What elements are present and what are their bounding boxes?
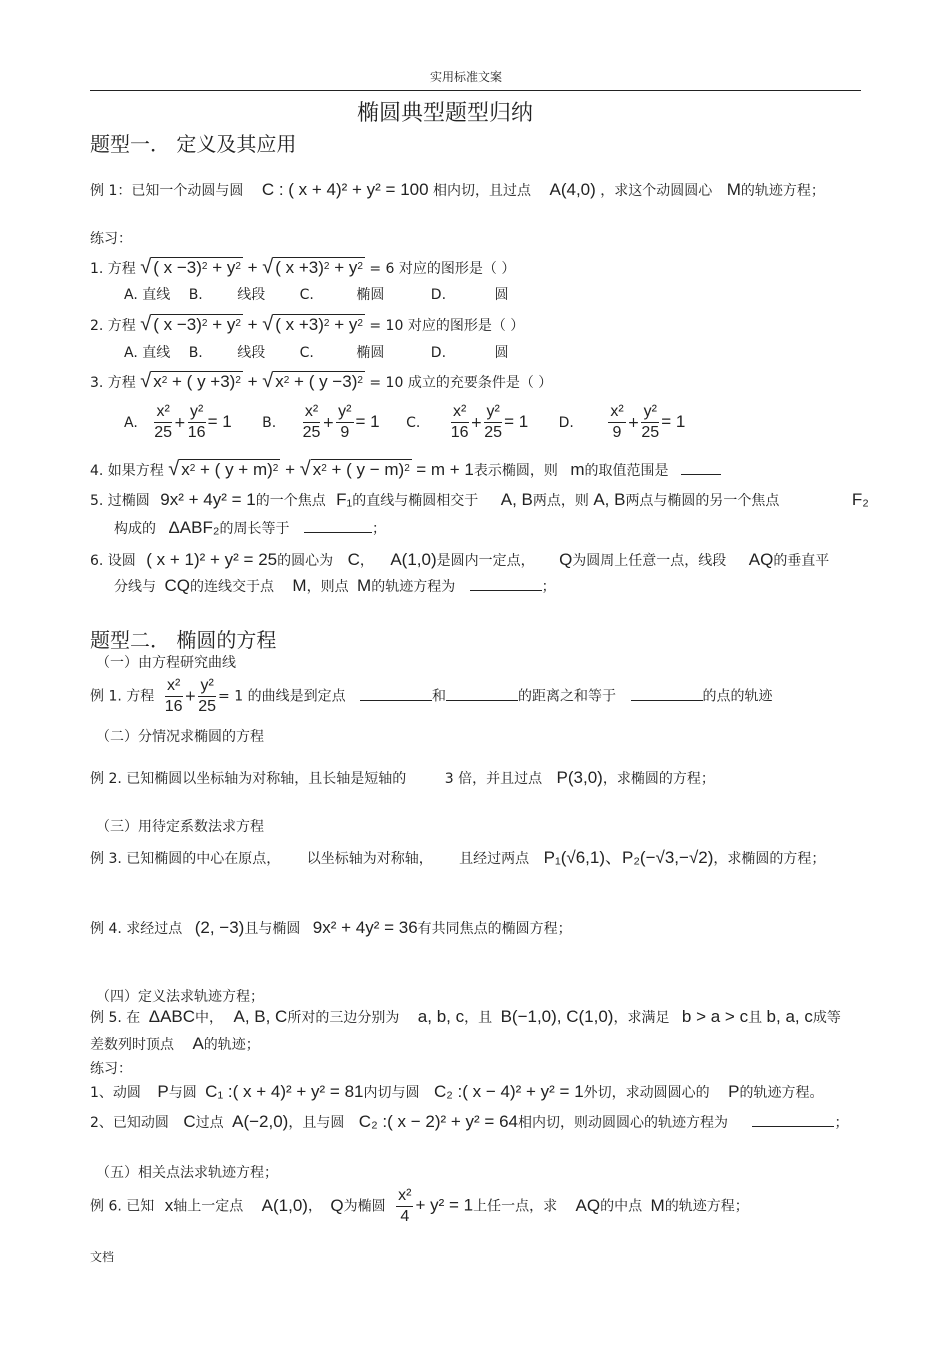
option-d: D. $\frac{\text{x²}}{9}$ + $\frac{\text{y²}}{25}$ = 1 xyxy=(558,403,686,441)
practice-4: 4. 如果方程 √ $x^2$ + ( y + m)$^2$ + √ $x^2$ + ( y − m)$^2$ = m + 1表示椭圆，则 m的取值范围是 xyxy=(90,458,721,481)
page-title: 椭圆典型题型归纳 xyxy=(357,101,534,126)
practice-1-options: A. 直线 B. 线段 C. 椭圆 D. 圆 xyxy=(124,287,509,303)
section-2-title: 题型二． 椭圆的方程 xyxy=(90,628,277,652)
header-rule xyxy=(90,90,861,91)
page-header: 实用标准文案 xyxy=(430,70,503,84)
practice-2-2: 2、已知动圆 C过点 A(−2,0)，且与圆 C₂ :( x − 2)² + y² = 64相内切，则动圆圆心的轨迹方程为 ； xyxy=(90,1112,849,1131)
answer-blank xyxy=(681,460,721,475)
answer-blank xyxy=(631,686,703,701)
practice-2-options: A. 直线 B. 线段 C. 椭圆 D. 圆 xyxy=(124,345,509,361)
option-b: B. $\frac{\text{x²}}{25}$ + $\frac{\text{y²}}{9}$ = 1 xyxy=(262,403,380,441)
practice-6: 6. 设圆 ( x + 1)² + y² = 25的圆心为 C， A(1,0)是圆内一定点， Q为圆周上任意一点，线段 AQ的垂直平 xyxy=(90,550,830,569)
example-2-6: 例 6. 已知 x轴上一定点 A(1,0)， Q为椭圆 $\frac{\text{x²}}{4}$ + y² = 1上任一点，求 AQ的中点 M的轨迹方程； xyxy=(90,1187,749,1225)
subsection-5: （五）相关点法求轨迹方程； xyxy=(96,1165,278,1181)
subsection-1: （一）由方程研究曲线 xyxy=(96,655,236,671)
practice-5-cont: 构成的 ΔABF₂的周长等于 ； xyxy=(114,518,386,537)
practice-2: 2. 方程 √ ( $x -3)^2 + y^2$ + √ ( $x +3)^2 + y^2 = 10$ 对应的图形是（ ） xyxy=(90,313,525,335)
practice-3-options xyxy=(124,402,685,443)
example-2-1: 例 1. 方程 $\frac{\text{x²}}{16}$ + $\frac{\text{y²}}{25}$ = 1 的曲线是到定点 和 的距离之和等于 的点的轨迹 xyxy=(90,677,773,715)
example-2-2: 例 2. 已知椭圆以坐标轴为对称轴，且长轴是短轴的 3 倍，并且过点 P(3,0)，求椭圆的方程； xyxy=(90,768,715,787)
practice-5: 5. 过椭圆 9x² + 4y² = 1的一个焦点 F₁的直线与椭圆相交于 A, B两点，则 A, B两点与椭圆的另一个焦点 F₂ xyxy=(90,490,869,509)
subsection-2: （二）分情况求椭圆的方程 xyxy=(96,729,264,745)
practice-1: 1. 方程 √ ( $x -3)^2 + y^2$ + √ ( $x +3)^2 + y^2 = 6$ 对应的图形是（ ） xyxy=(90,256,516,278)
example-2-5-cont: 差数列时顶点 A的轨迹； xyxy=(90,1034,260,1053)
practice-label-2: 练习： xyxy=(90,1061,132,1077)
practice-3: 3. 方程 √ $x^2$ + ( y +3)$^2$ + √ $x^2$ + ( y −3)$^2$ = 10 成立的充要条件是（ ） xyxy=(90,370,553,392)
subsection-3: （三）用待定系数法求方程 xyxy=(96,819,264,835)
example-2-5: 例 5. 在 ΔABC中， A, B, C所对的三边分别为 a, b, c，且 B(−1,0), C(1,0)，求满足 b > a > c且 b, a, c成等 xyxy=(90,1007,841,1026)
example-1: 例 1：已知一个动圆与圆 C : ( x + 4)² + y² = 100 相内切，且过点 A(4,0) ，求这个动圆圆心 M的轨迹方程； xyxy=(90,180,825,199)
circle-equation: C : ( x + 4)² + y² = 100 xyxy=(261,180,429,199)
subsection-4: （四）定义法求轨迹方程； xyxy=(96,989,264,1005)
answer-blank xyxy=(304,518,372,533)
answer-blank xyxy=(752,1112,834,1127)
example-2-4: 例 4. 求经过点 (2, −3)且与椭圆 9x² + 4y² = 36有共同焦点的椭圆方程； xyxy=(90,918,572,937)
answer-blank xyxy=(446,686,518,701)
answer-blank xyxy=(360,686,432,701)
page-footer: 文档 xyxy=(90,1250,115,1264)
practice-6-cont: 分线与 CQ的连线交于点 M，则点 M的轨迹方程为 ； xyxy=(114,576,556,595)
option-a: A. $\frac{\text{x²}}{25}$ + $\frac{\text{y²}}{16}$ = 1 xyxy=(124,403,232,441)
section-1-title: 题型一． 定义及其应用 xyxy=(90,132,297,156)
example-2-3: 例 3. 已知椭圆的中心在原点， 以坐标轴为对称轴， 且经过两点 P₁(√6,1)、P₂(−√3,−√2)，求椭圆的方程； xyxy=(90,848,826,867)
practice-2-1: 1、动圆 P与圆 C₁ :( x + 4)² + y² = 81内切与圆 C₂ :( x − 4)² + y² = 1外切，求动圆圆心的 P的轨迹方程。 xyxy=(90,1082,824,1101)
practice-label: 练习： xyxy=(90,231,132,247)
answer-blank xyxy=(470,576,542,591)
option-c: C. $\frac{\text{x²}}{16}$ + $\frac{\text{y²}}{25}$ = 1 xyxy=(406,403,529,441)
